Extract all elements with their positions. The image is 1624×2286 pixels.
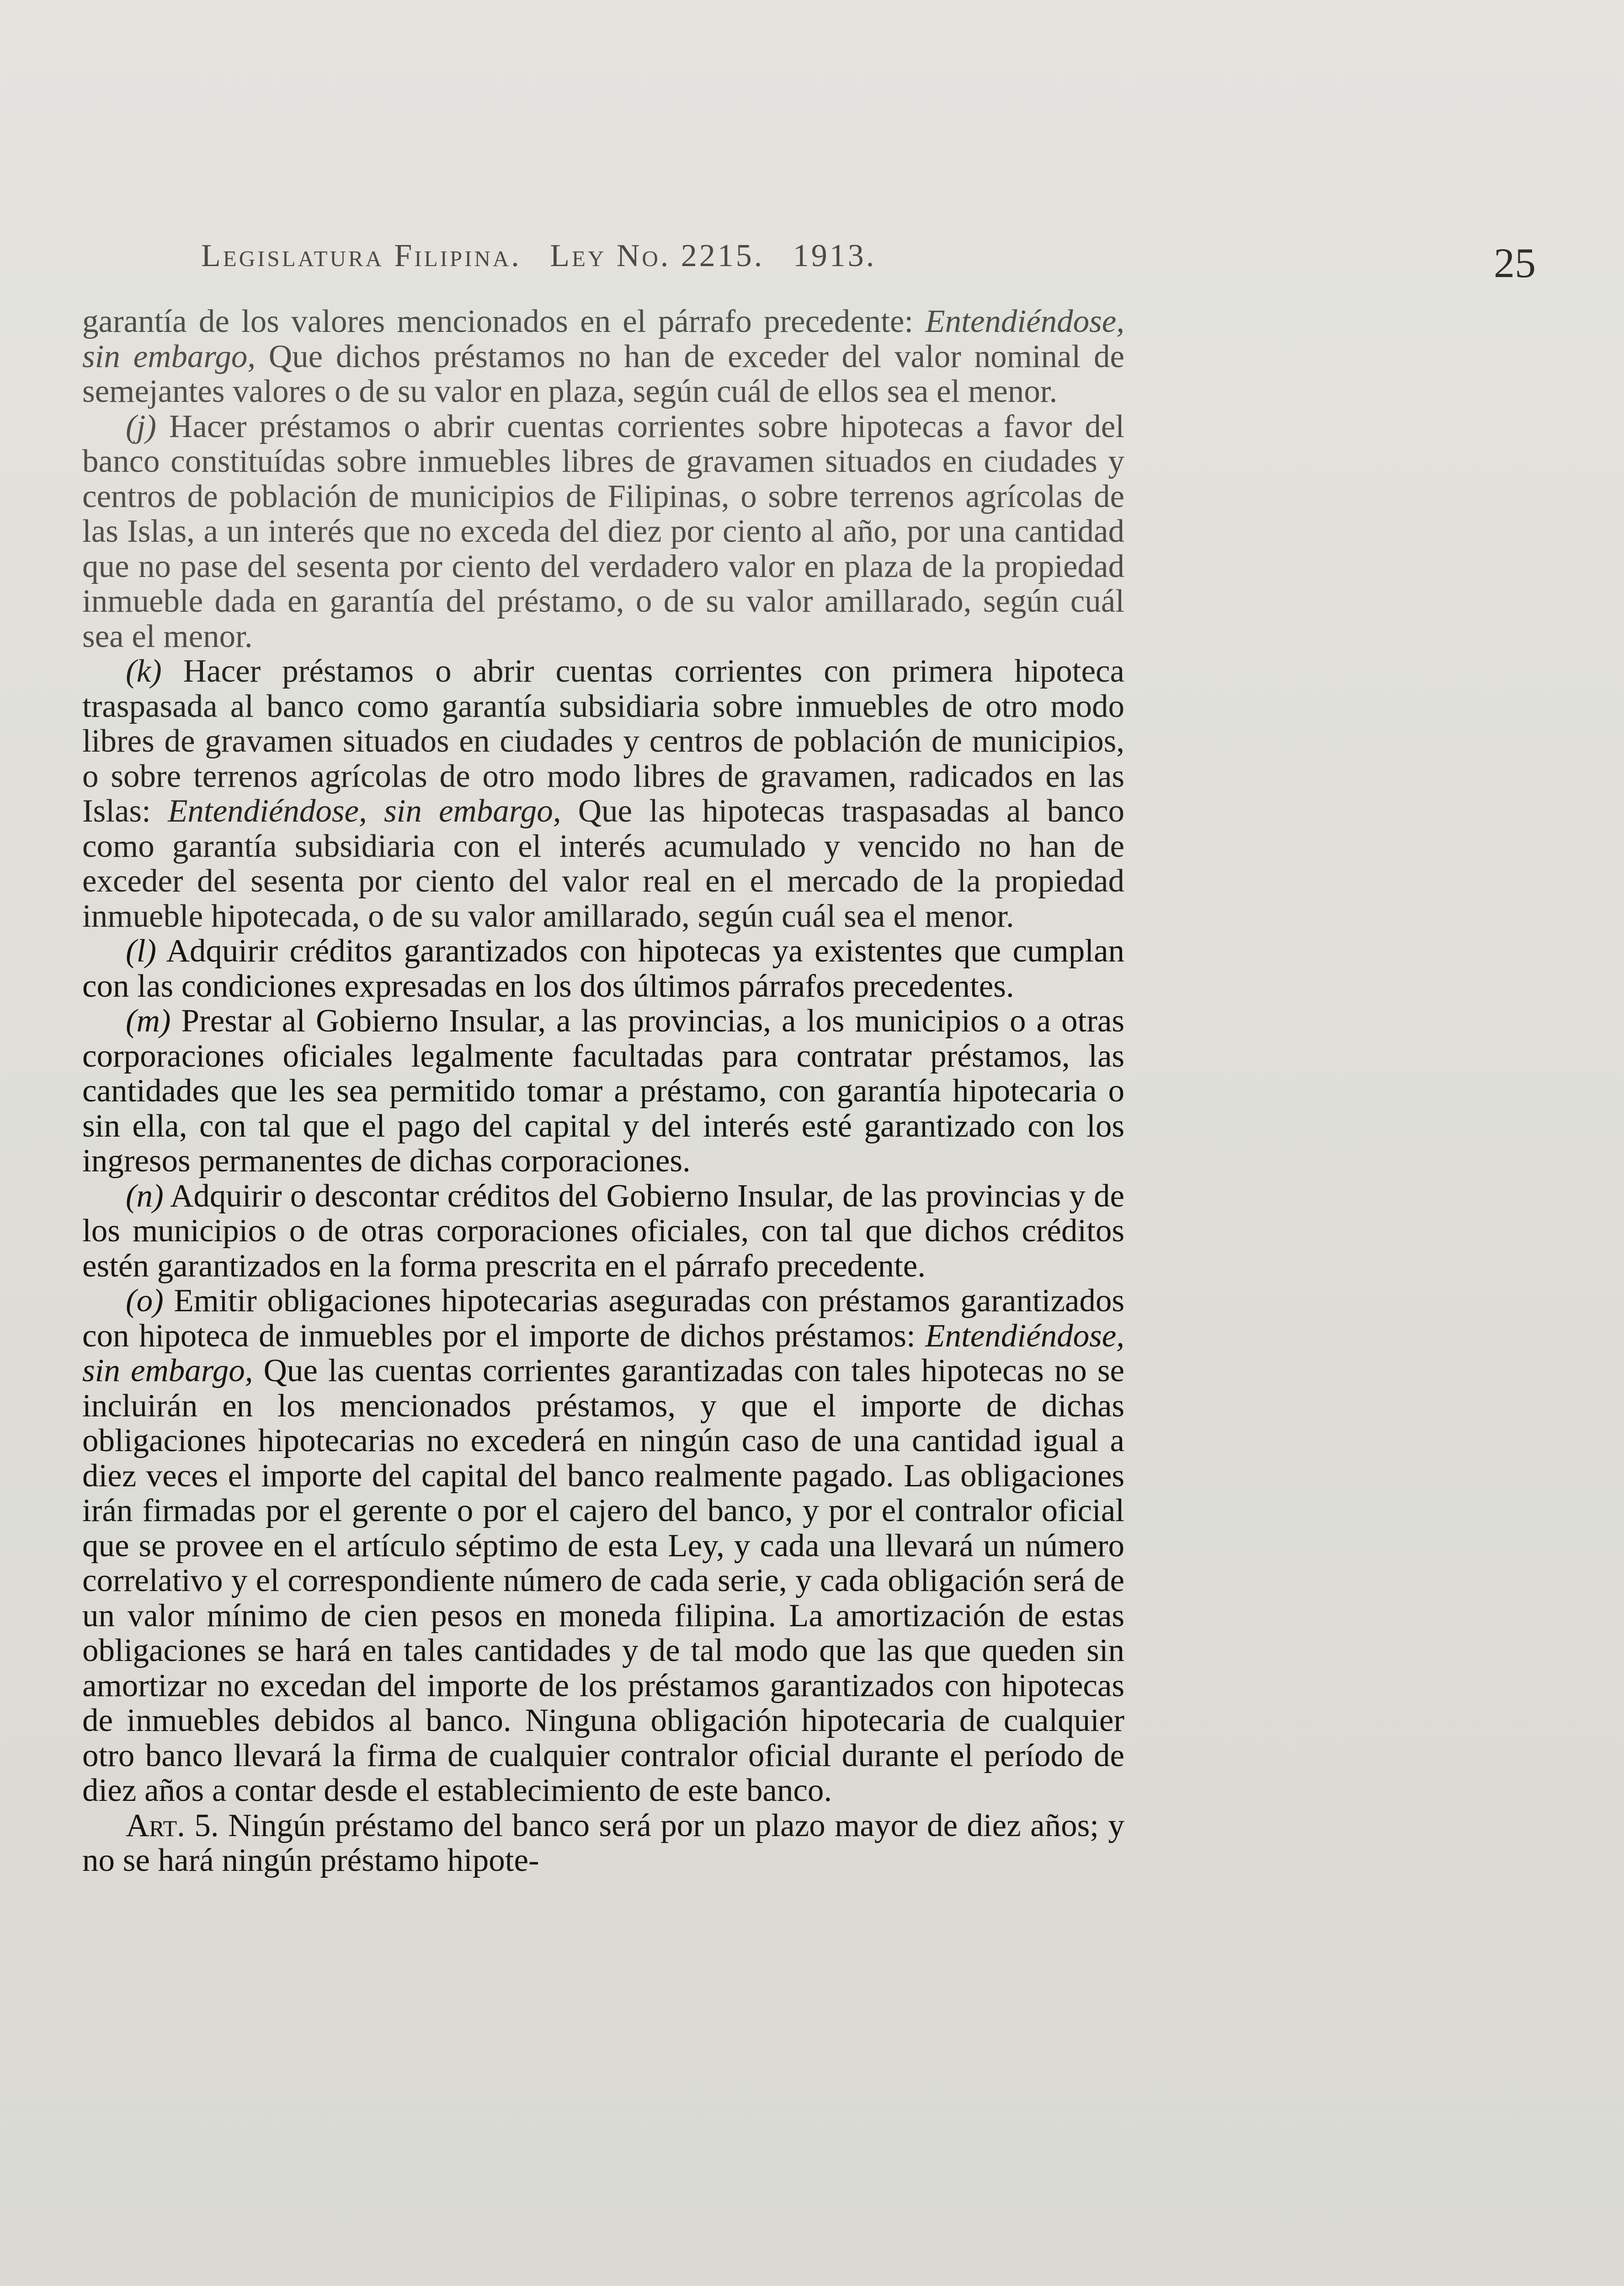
paragraph-o: [82, 1283, 1124, 1808]
header-law: Ley No. 2215.: [550, 238, 765, 273]
text-run: Hacer préstamos o abrir cuentas corrientes con primera hipoteca traspasada al banco como garantía subsidiaria sobre inmuebles de otro modo libres de gravamen situados en ciudades y centros de población de municipios, o sobre terrenos agrícolas de otro modo libres de gravamen, radicados en las Islas:: [82, 653, 1124, 829]
italic-text: (k): [126, 653, 162, 689]
text-run: 5. Ningún préstamo del banco será por un plazo mayor de diez años; y no se hará ningún préstamo hipote-: [82, 1807, 1124, 1878]
paragraph-cont: [82, 304, 1124, 409]
text-run: Emitir obligaciones hipotecarias aseguradas con préstamos garantizados con hipoteca de inmuebles por el importe de dichos préstamos:: [82, 1283, 1124, 1354]
header-title: Legislatura Filipina.: [201, 238, 522, 273]
text-run: Hacer préstamos o abrir cuentas corrientes sobre hipotecas a favor del banco constituídas sobre inmuebles libres de gravamen situados en ciudades y centros de población de municipios de Filipinas, o sobre terrenos agrícolas de las Islas, a un interés que no exceda del diez por ciento al año, por una cantidad que no pase del sesenta por ciento del verdadero valor en plaza de la propiedad inmueble dada en garantía del préstamo, o de su valor amillarado, según cuál sea el menor.: [82, 408, 1124, 654]
paragraph-j: [82, 409, 1124, 654]
italic-text: (j): [126, 408, 157, 444]
paragraph-l: [82, 934, 1124, 1004]
paragraph-k: [82, 654, 1124, 934]
italic-text: (o): [126, 1283, 164, 1319]
italic-text: (l): [126, 933, 157, 969]
page-number: 25: [1494, 240, 1536, 286]
text-run: Prestar al Gobierno Insular, a las provincias, a los municipios o a otras corporaciones oficiales legalmente facultadas para contratar préstamos, las cantidades que les sea permitido tomar a préstamo, con garantía hipotecaria o sin ella, con tal que el pago del capital y del interés esté garantizado con los ingresos permanentes de dichas corporaciones.: [82, 1003, 1124, 1179]
italic-text: Entendiéndose, sin embargo,: [168, 793, 561, 829]
running-header: [201, 238, 1124, 274]
italic-text: (n): [126, 1178, 164, 1214]
paragraph-m: [82, 1004, 1124, 1179]
body-text: [82, 304, 1124, 1878]
text-run: garantía de los valores mencionados en el párrafo precedente:: [82, 304, 926, 339]
text-run: Que las cuentas corrientes garantizadas con tales hipotecas no se incluirán en los mencionados préstamos, y que el importe de dichas obligaciones hipotecarias no excederá en ningún caso de una cantidad igual a diez veces el importe del capital del banco realmente pagado. Las obligaciones irán firmadas por el gerente o por el cajero del banco, y por el contralor oficial que se provee en el artículo séptimo de esta Ley, y cada una llevará un número correlativo y el correspondiente número de cada serie, y cada obligación será de un valor mínimo de cien pesos en moneda filipina. La amortización de estas obligaciones se hará en tales cantidades y de tal modo que las que queden sin amortizar no excedan del importe de los préstamos garantizados con hipotecas de inmuebles debidos al banco. Ninguna obligación hipotecaria de cualquier otro banco llevará la firma de cualquier contralor oficial durante el período de diez años a contar desde el establecimiento de este banco.: [82, 1353, 1124, 1808]
text-run: Que dichos préstamos no han de exceder del valor nominal de semejantes valores o de su valor en plaza, según cuál de ellos sea el menor.: [82, 338, 1125, 409]
italic-text: (m): [126, 1003, 171, 1039]
small-caps-text: Art.: [126, 1807, 185, 1843]
text-run: Que las hipotecas traspasadas al banco como garantía subsidiaria con el interés acumulado y vencido no han de exceder del sesenta por ciento del valor real en el mercado de la propiedad inmueble hipotecada, o de su valor amillarado, según cuál sea el menor.: [82, 793, 1125, 934]
italic-text: Entendiéndose, sin embargo,: [82, 304, 1124, 374]
text-run: Adquirir créditos garantizados con hipotecas ya existentes que cumplan con las condiciones expresadas en los dos últimos párrafos precedentes.: [82, 933, 1124, 1004]
text-run: Adquirir o descontar créditos del Gobierno Insular, de las provincias y de los municipios o de otras corporaciones oficiales, con tal que dichos créditos estén garantizados en la forma prescrita en el párrafo precedente.: [82, 1178, 1124, 1284]
paragraph-n: [82, 1179, 1124, 1284]
paragraph-art5: [82, 1808, 1124, 1878]
header-year: 1913.: [793, 238, 877, 273]
italic-text: Entendiéndose, sin embargo,: [82, 1318, 1124, 1389]
